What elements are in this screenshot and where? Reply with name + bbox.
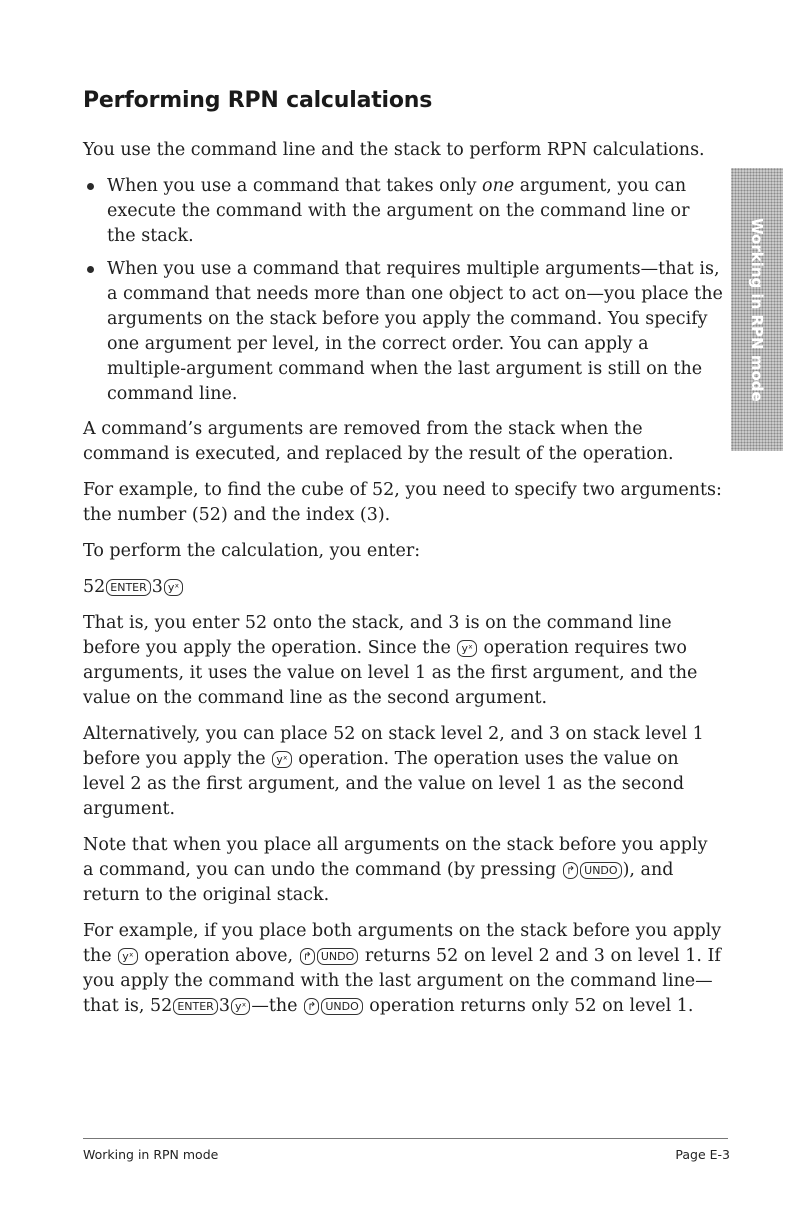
right-shift-key-icon: ↱ (563, 862, 578, 879)
enter-instruction-paragraph: To perform the calculation, you enter: (83, 541, 421, 561)
undo-note-paragraph: Note that when you place all arguments on the stack before you apply a command, you can undo the command (by pressing ↱ UNDO ), and return to the original stack. (83, 835, 708, 905)
intro-paragraph: You use the command line and the stack to perform RPN calculations. (83, 140, 705, 160)
right-shift-key-icon: ↱ (300, 948, 315, 965)
command-line-explanation-paragraph: That is, you enter 52 onto the stack, and 3 is on the command line before you apply the operation. Since the yˣ operation requires two arguments, it uses the value on level 1 as the first argument, and the value on the command line as the second argument. (83, 613, 698, 708)
yx-key-icon: yˣ (118, 948, 137, 965)
undo-key-icon: UNDO (580, 862, 621, 879)
yx-key-icon: yˣ (231, 998, 250, 1015)
undo-example-paragraph: For example, if you place both arguments on the stack before you apply the yˣ operation above, ↱ UNDO returns 52 on level 2 and 3 on level 1. If you apply the command with the last argument on the command line—that is, 52 ENTER 3 yˣ —the ↱ UNDO operation returns only 52 on level 1. (83, 921, 722, 1016)
yx-key-icon: yˣ (457, 640, 476, 657)
right-shift-key-icon: ↱ (304, 998, 319, 1015)
side-tab-label: Working in RPN mode (748, 217, 766, 402)
yx-key-icon: yˣ (272, 751, 291, 768)
bullet-item-multiple-arguments: When you use a command that requires multiple arguments—that is, a command that needs more than one object to act on—you place the arguments on the stack before you apply the command. You specify one argument per level, in the correct order. You can apply a multiple-argument command when the last argument is still on the command line. (83, 257, 723, 407)
bullet-item-single-argument: When you use a command that takes only one argument, you can execute the command with the argument on the command line or the stack. (83, 174, 723, 249)
footer-page-number: Page E-3 (675, 1147, 730, 1162)
keystroke-sequence: 52 ENTER 3 yˣ (83, 575, 723, 600)
footer-section-title: Working in RPN mode (83, 1147, 219, 1162)
yx-key-icon: yˣ (164, 579, 183, 596)
page-heading: Performing RPN calculations (83, 88, 433, 113)
arguments-removed-paragraph: A command’s arguments are removed from the stack when the command is executed, and replaced by the result of the operation. (83, 419, 674, 464)
enter-key-icon: ENTER (106, 579, 151, 596)
bullet-list (83, 174, 723, 407)
section-side-tab (731, 168, 783, 451)
cube-example-paragraph: For example, to find the cube of 52, you need to specify two arguments: the number (52) and the index (3). (83, 480, 722, 525)
footer-divider (83, 1138, 728, 1139)
alternative-paragraph: Alternatively, you can place 52 on stack level 2, and 3 on stack level 1 before you apply the yˣ operation. The operation uses the value on level 2 as the first argument, and the value on level 1 as the second argument. (83, 724, 704, 819)
bullet-dot-icon (87, 183, 94, 190)
page-content (83, 138, 723, 1030)
undo-key-icon: UNDO (321, 998, 362, 1015)
bullet-dot-icon (87, 266, 94, 273)
enter-key-icon: ENTER (173, 998, 218, 1015)
emphasis-one: one (482, 176, 515, 196)
undo-key-icon: UNDO (317, 948, 358, 965)
